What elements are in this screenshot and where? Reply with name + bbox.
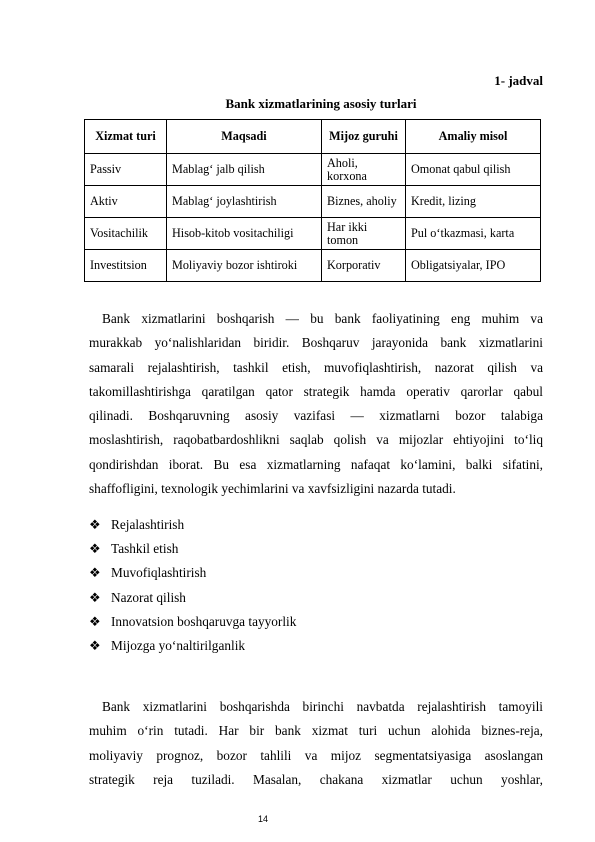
paragraph-line: qondirishdan iborat. Bu esa xizmatlarning nafaqat ko‘lamini, balki sifatini, xyxy=(89,456,543,472)
header-cell: Xizmat turi xyxy=(85,120,167,154)
paragraph-line: murakkab yo‘nalishlaridan biridir. Boshqaruv jarayonida bank xizmatlarini xyxy=(89,335,543,351)
list-item xyxy=(89,537,296,561)
diamond-bullet-icon: ❖ xyxy=(89,517,101,532)
table-cell: Biznes, aholiy xyxy=(322,186,406,218)
table-cell: Har ikki tomon xyxy=(322,218,406,250)
list-item-label: Innovatsion boshqaruvga tayyorlik xyxy=(111,613,297,629)
list-item-label: Rejalashtirish xyxy=(111,517,185,532)
diamond-bullet-icon: ❖ xyxy=(89,565,101,581)
list-item-label: Nazorat qilish xyxy=(111,589,186,605)
table-cell: Passiv xyxy=(85,154,167,186)
diamond-bullet-icon: ❖ xyxy=(89,637,101,653)
header-cell: Amaliy misol xyxy=(406,120,541,154)
table-cell: Pul o‘tkazmasi, karta xyxy=(406,218,541,250)
list-item xyxy=(89,561,296,585)
table-cell: Vositachilik xyxy=(85,218,167,250)
diamond-bullet-icon: ❖ xyxy=(89,589,101,605)
list-item-label: Muvofiqlashtirish xyxy=(111,565,207,581)
list-item-label: Tashkil etish xyxy=(111,541,179,557)
table-header-row xyxy=(85,120,541,154)
page-number: 14 xyxy=(258,814,269,824)
list-item xyxy=(89,513,296,537)
list-item xyxy=(89,586,296,610)
bullet-list xyxy=(89,513,296,658)
paragraph-line: qilinadi. Boshqaruvning asosiy vazifasi — xizmatlarni bozor talabiga xyxy=(89,408,543,424)
diamond-bullet-icon: ❖ xyxy=(89,541,101,557)
list-item-label: Mijozga yo‘naltirilganlik xyxy=(111,637,246,653)
table-row xyxy=(85,154,541,186)
table-row xyxy=(85,186,541,218)
table-cell: Moliyaviy bozor ishtiroki xyxy=(167,250,322,282)
table-label: 1- jadval xyxy=(494,73,543,88)
table-cell: Omonat qabul qilish xyxy=(406,154,541,186)
paragraph-line: shaffofligini, texnologik yechimlarini va xavfsizligini nazarda tutadi. xyxy=(89,481,456,497)
paragraph-line: moliyaviy prognoz, bozor tahlili va mijoz segmentatsiyasiga asoslangan xyxy=(89,747,543,763)
paragraph-line: moslashtirish, raqobatbardoshlikni saqlab qolish va mijozlar ehtiyojini to‘liq xyxy=(89,432,543,448)
header-cell: Maqsadi xyxy=(167,120,322,154)
table-row xyxy=(85,218,541,250)
paragraph-line: Bank xizmatlarini boshqarish — bu bank faoliyatining eng muhim va xyxy=(102,311,543,326)
table-cell: Aholi, korxona xyxy=(322,154,406,186)
services-table xyxy=(84,119,541,282)
paragraph-line: muhim o‘rin tutadi. Har bir bank xizmat turi uchun alohida biznes-reja, xyxy=(89,723,543,739)
table-cell: Obligatsiyalar, IPO xyxy=(406,250,541,282)
table-title: Bank xizmatlarining asosiy turlari xyxy=(225,96,417,111)
list-item xyxy=(89,634,296,658)
table-cell: Investitsion xyxy=(85,250,167,282)
paragraph-2 xyxy=(89,695,543,792)
paragraph-line: takomillashtirishga qaratilgan qator strategik hamda operativ qarorlar qabul xyxy=(89,383,543,399)
table-cell: Mablag‘ jalb qilish xyxy=(167,154,322,186)
list-item xyxy=(89,610,296,634)
diamond-bullet-icon: ❖ xyxy=(89,613,101,629)
table-cell: Kredit, lizing xyxy=(406,186,541,218)
paragraph-line: samarali rejalashtirish, tashkil etish, muvofiqlashtirish, nazorat qilish va xyxy=(89,359,543,375)
paragraph-line: Bank xizmatlarini boshqarishda birinchi navbatda rejalashtirish tamoyili xyxy=(102,699,543,714)
paragraph-line: strategik reja tuziladi. Masalan, chakana xizmatlar uchun yoshlar, xyxy=(89,771,543,787)
table-row xyxy=(85,250,541,282)
header-cell: Mijoz guruhi xyxy=(322,120,406,154)
table-cell: Aktiv xyxy=(85,186,167,218)
paragraph-1 xyxy=(89,307,543,501)
table-cell: Mablag‘ joylashtirish xyxy=(167,186,322,218)
table-cell: Korporativ xyxy=(322,250,406,282)
table-cell: Hisob-kitob vositachiligi xyxy=(167,218,322,250)
